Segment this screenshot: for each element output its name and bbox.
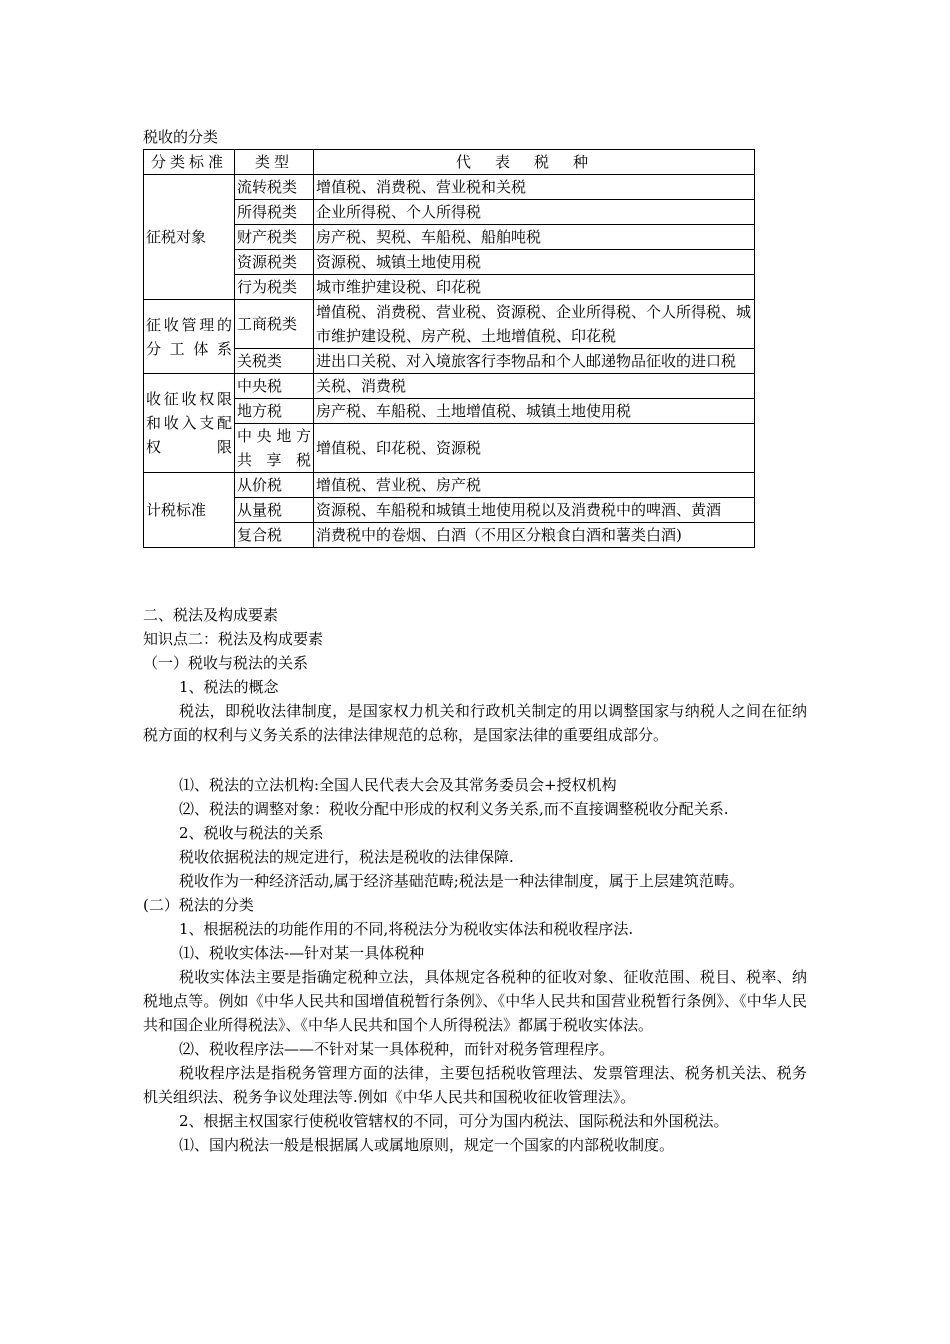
taxes-cell: 进出口关税、对入境旅客行李物品和个人邮递物品征收的进口税: [314, 349, 755, 374]
taxes-cell: 增值税、消费税、营业税、资源税、企业所得税、个人所得税、城市维护建设税、房产税、土地增值税、印花税: [314, 300, 755, 349]
item-heading: 2、根据主权国家行使税收管辖权的不同，可分为国内税法、国际税法和外国税法。: [179, 1112, 729, 1130]
type-cell: 关税类: [235, 349, 314, 374]
knowledge-point-heading: 知识点二：税法及构成要素: [143, 630, 324, 648]
section-heading: 二、税法及构成要素: [143, 606, 279, 624]
standard-cell: 征税对象: [144, 175, 235, 300]
taxes-cell: 关税、消费税: [314, 374, 755, 399]
list-item: ⑵、税收程序法——不针对某一具体税种，而针对税务管理程序。: [179, 1040, 615, 1058]
type-cell: 流转税类: [235, 175, 314, 200]
taxes-cell: 房产税、契税、车船税、船舶吨税: [314, 225, 755, 250]
item-heading: 1、根据税法的功能作用的不同,将税法分为税收实体法和税收程序法.: [179, 920, 634, 938]
taxes-cell: 资源税、车船税和城镇土地使用税以及消费税中的啤酒、黄酒: [314, 498, 755, 523]
table-row: [144, 399, 755, 424]
type-cell: 所得税类: [235, 200, 314, 225]
type-cell: 地方税: [235, 399, 314, 424]
taxes-cell: 增值税、印花税、资源税: [314, 424, 755, 473]
header-standard: 分类标准: [144, 150, 235, 175]
type-cell: 从价税: [235, 473, 314, 498]
subsection-heading: （一）税收与税法的关系: [143, 654, 309, 672]
table-row: [144, 200, 755, 225]
table-row: [144, 275, 755, 300]
tax-classification-table: [143, 149, 755, 548]
table-row: [144, 250, 755, 275]
blank-line: [143, 747, 807, 773]
table-row: [144, 374, 755, 399]
standard-cell: 征收管理的分工体系: [144, 300, 235, 374]
header-taxes: 代表税种: [314, 150, 755, 175]
table-row: [144, 498, 755, 523]
table-row: [144, 175, 755, 200]
type-cell: 工商税类: [235, 300, 314, 349]
item-heading: 2、税收与税法的关系: [179, 824, 324, 842]
standard-cell: 计税标准: [144, 473, 235, 548]
item-heading: 1、税法的概念: [179, 678, 279, 696]
table-row: [144, 225, 755, 250]
type-cell: 中央税: [235, 374, 314, 399]
type-cell: 中央地方共享税: [235, 424, 314, 473]
table-title: 税收的分类: [143, 128, 219, 146]
taxes-cell: 消费税中的卷烟、白酒（不用区分粮食白酒和薯类白酒): [314, 523, 755, 548]
list-item: ⑴、税法的立法机构:全国人民代表大会及其常务委员会+授权机构: [179, 776, 617, 794]
paragraph: 税法，即税收法律制度，是国家权力机关和行政机关制定的用以调整国家与纳税人之间在征纳税方面的权利与义务关系的法律法律规范的总称，是国家法律的重要组成部分。: [143, 702, 807, 744]
list-item: ⑴、国内税法一般是根据属人或属地原则，规定一个国家的内部税收制度。: [179, 1136, 675, 1154]
list-item: ⑵、税法的调整对象：税收分配中形成的权利义务关系,而不直接调整税收分配关系.: [179, 800, 729, 818]
taxes-cell: 房产税、车船税、土地增值税、城镇土地使用税: [314, 399, 755, 424]
taxes-cell: 增值税、营业税、房产税: [314, 473, 755, 498]
table-header-row: [144, 150, 755, 175]
header-type: 类型: [235, 150, 314, 175]
paragraph: 税收作为一种经济活动,属于经济基础范畴;税法是一种法律制度，属于上层建筑范畴。: [179, 872, 744, 890]
table-row: [144, 473, 755, 498]
type-cell: 财产税类: [235, 225, 314, 250]
table-row: [144, 349, 755, 374]
taxes-cell: 企业所得税、个人所得税: [314, 200, 755, 225]
type-cell: 行为税类: [235, 275, 314, 300]
taxes-cell: 增值税、消费税、营业税和关税: [314, 175, 755, 200]
table-row: [144, 300, 755, 349]
list-item: ⑴、税收实体法-—针对某一具体税种: [179, 944, 425, 962]
subsection-heading: (二）税法的分类: [143, 896, 254, 914]
paragraph: 税收实体法主要是指确定税种立法，具体规定各税种的征收对象、征收范围、税目、税率、纳税地点等。例如《中华人民共和国增值税暂行条例》、《中华人民共和国营业税暂行条例》、《中华人民共和国企业所得税法》、《中华人民共和国个人所得税法》都属于税收实体法。: [143, 968, 807, 1034]
table-row: [144, 424, 755, 473]
type-cell: 复合税: [235, 523, 314, 548]
type-cell: 资源税类: [235, 250, 314, 275]
taxes-cell: 城市维护建设税、印花税: [314, 275, 755, 300]
paragraph: 税收程序法是指税务管理方面的法律，主要包括税收管理法、发票管理法、税务机关法、税务机关组织法、税务争议处理法等.例如《中华人民共和国税收征收管理法》。: [143, 1064, 807, 1106]
table-row: [144, 523, 755, 548]
document-body: [143, 603, 807, 1157]
paragraph: 税收依据税法的规定进行，税法是税收的法律保障.: [179, 848, 514, 866]
standard-cell: 收征收权限和收入支配权限: [144, 374, 235, 473]
taxes-cell: 资源税、城镇土地使用税: [314, 250, 755, 275]
type-cell: 从量税: [235, 498, 314, 523]
